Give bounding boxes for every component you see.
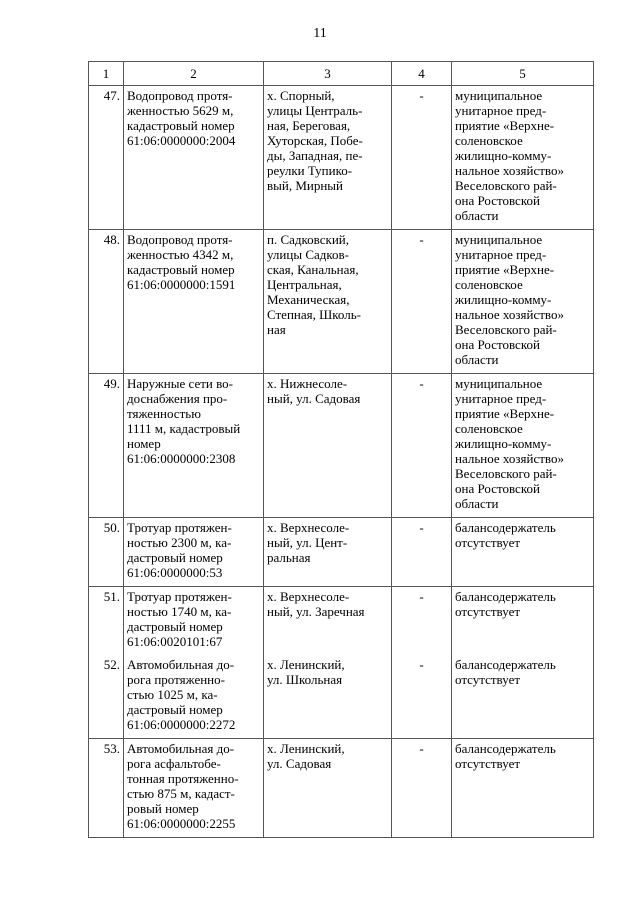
column-header: 2 bbox=[124, 62, 264, 86]
row-number: 52. bbox=[89, 655, 124, 739]
column4-cell: - bbox=[392, 739, 452, 838]
column4-cell: - bbox=[392, 86, 452, 230]
object-name-cell: Тротуар протяжен- ностью 1740 м, ка- дастровый номер 61:06:0020101:67 bbox=[124, 587, 264, 656]
row-number: 51. bbox=[89, 587, 124, 656]
address-cell: х. Спорный, улицы Централь- ная, Береговая, Хуторская, Побе- ды, Западная, пе- реулки Тупико- вый, Мирный bbox=[264, 86, 392, 230]
address-cell: х. Нижнесоле- ный, ул. Садовая bbox=[264, 374, 392, 518]
column4-cell: - bbox=[392, 374, 452, 518]
column4-cell: - bbox=[392, 230, 452, 374]
holder-cell: муниципальное унитарное пред- приятие «Верхне- соленовское жилищно-комму- нальное хозяйство» Веселовского рай- она Ростовской области bbox=[452, 230, 594, 374]
column-header: 3 bbox=[264, 62, 392, 86]
object-name-cell: Тротуар протяжен- ностью 2300 м, ка- дастровый номер 61:06:0000000:53 bbox=[124, 518, 264, 587]
address-cell: п. Садковский, улицы Садков- ская, Канальная, Центральная, Механическая, Степная, Школь- ная bbox=[264, 230, 392, 374]
holder-cell: балансодержатель отсутствует bbox=[452, 655, 594, 739]
holder-cell: балансодержатель отсутствует bbox=[452, 587, 594, 656]
property-registry-table bbox=[88, 61, 594, 838]
address-cell: х. Ленинский, ул. Школьная bbox=[264, 655, 392, 739]
table-row bbox=[89, 518, 594, 587]
row-number: 47. bbox=[89, 86, 124, 230]
object-name-cell: Водопровод протя- женностью 5629 м, кадастровый номер 61:06:0000000:2004 bbox=[124, 86, 264, 230]
column4-cell: - bbox=[392, 587, 452, 656]
row-number: 48. bbox=[89, 230, 124, 374]
table-row bbox=[89, 86, 594, 230]
column-header: 4 bbox=[392, 62, 452, 86]
column4-cell: - bbox=[392, 518, 452, 587]
column-header: 5 bbox=[452, 62, 594, 86]
holder-cell: муниципальное унитарное пред- приятие «Верхне- соленовское жилищно-комму- нальное хозяйство» Веселовского рай- она Ростовской области bbox=[452, 86, 594, 230]
address-cell: х. Верхнесоле- ный, ул. Цент- ральная bbox=[264, 518, 392, 587]
table-row bbox=[89, 230, 594, 374]
page-number: 11 bbox=[313, 26, 327, 41]
row-number: 53. bbox=[89, 739, 124, 838]
holder-cell: балансодержатель отсутствует bbox=[452, 739, 594, 838]
object-name-cell: Автомобильная до- рога асфальтобе- тонная протяженно- стью 875 м, кадаст- ровый номер 61:06:0000000:2255 bbox=[124, 739, 264, 838]
holder-cell: балансодержатель отсутствует bbox=[452, 518, 594, 587]
object-name-cell: Автомобильная до- рога протяженно- стью 1025 м, ка- дастровый номер 61:06:0000000:2272 bbox=[124, 655, 264, 739]
row-number: 50. bbox=[89, 518, 124, 587]
object-name-cell: Водопровод протя- женностью 4342 м, кадастровый номер 61:06:0000000:1591 bbox=[124, 230, 264, 374]
column-header: 1 bbox=[89, 62, 124, 86]
table-row bbox=[89, 739, 594, 838]
row-number: 49. bbox=[89, 374, 124, 518]
table-row bbox=[89, 655, 594, 739]
column4-cell: - bbox=[392, 655, 452, 739]
holder-cell: муниципальное унитарное пред- приятие «Верхне- соленовское жилищно-комму- нальное хозяйство» Веселовского рай- она Ростовской области bbox=[452, 374, 594, 518]
table-header-row bbox=[89, 62, 594, 86]
address-cell: х. Ленинский, ул. Садовая bbox=[264, 739, 392, 838]
address-cell: х. Верхнесоле- ный, ул. Заречная bbox=[264, 587, 392, 656]
table-row bbox=[89, 374, 594, 518]
table-row bbox=[89, 587, 594, 656]
object-name-cell: Наружные сети во- доснабжения про- тяженностью 1111 м, кадастровый номер 61:06:0000000:2308 bbox=[124, 374, 264, 518]
